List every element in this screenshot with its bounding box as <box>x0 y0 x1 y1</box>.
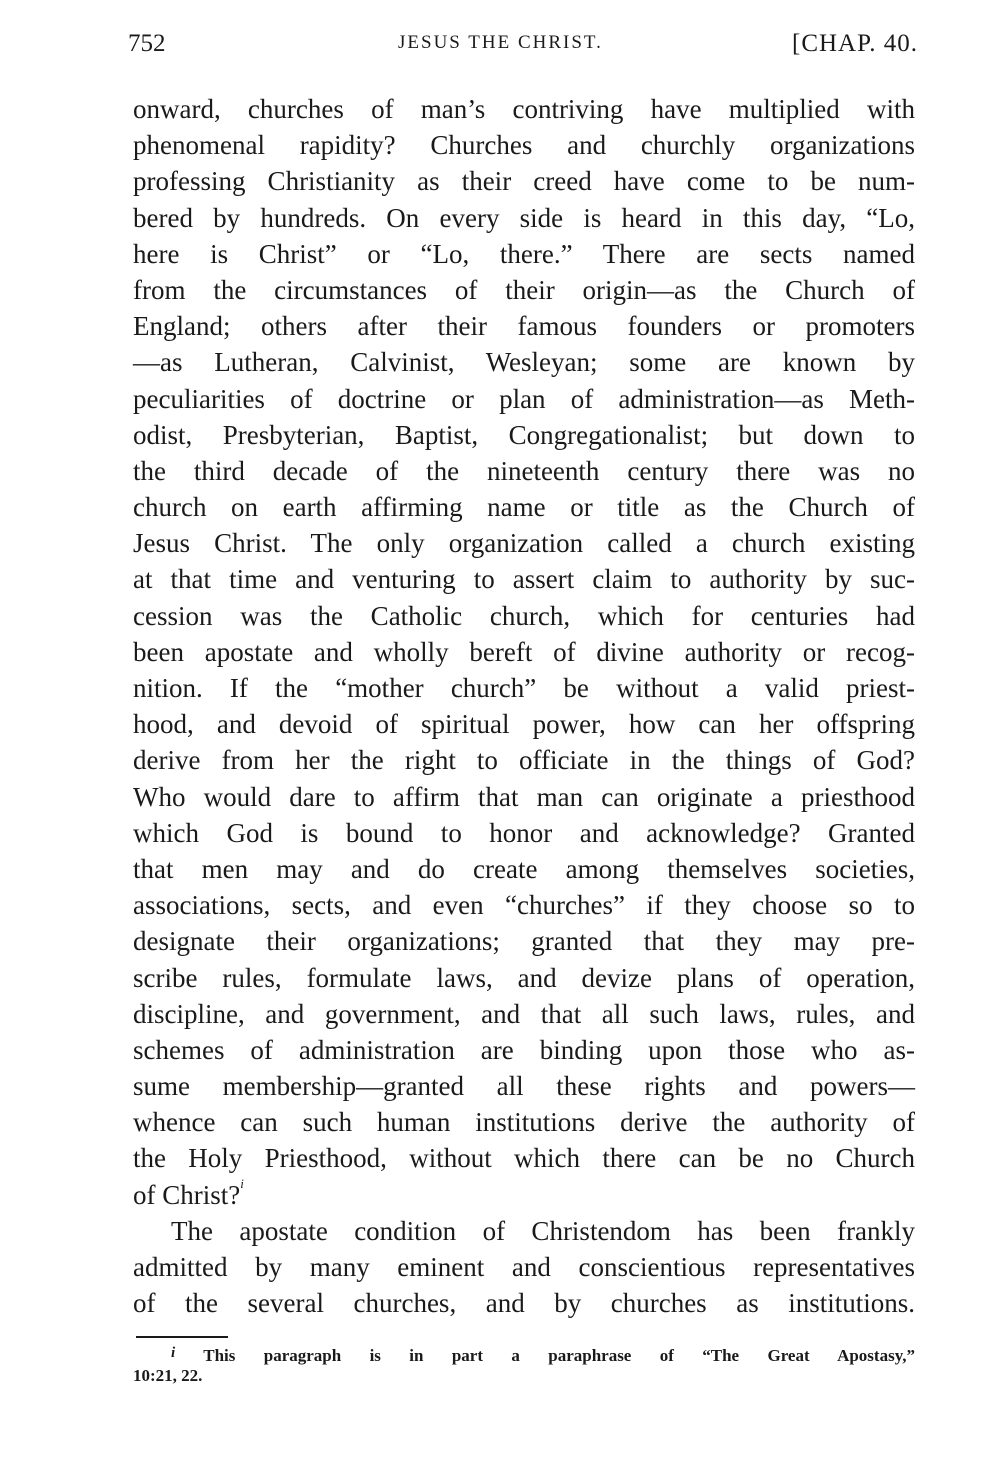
footnote-divider <box>136 1336 228 1338</box>
footnote-reference[interactable]: i <box>240 1175 244 1191</box>
text-line: professing Christianity as their creed have come to be num- <box>133 166 915 197</box>
text-line: associations, sects, and even “churches” if they choose so to <box>133 890 915 921</box>
text-line: which God is bound to honor and acknowledge? Granted <box>133 817 915 848</box>
text-line: nition. If the “mother church” be without a valid priest- <box>133 673 915 703</box>
text-line: been apostate and wholly bereft of divine authority or recog- <box>133 636 915 667</box>
text-line: phenomenal rapidity? Churches and churchly organizations <box>133 130 915 161</box>
footnote-text: This paragraph is in part a paraphrase of “The Great Apostasy,” <box>203 1346 916 1365</box>
text-line: The apostate condition of Christendom has been frankly <box>171 1215 915 1246</box>
text-line: the third decade of the nineteenth century there was no <box>133 455 915 486</box>
footnote-line <box>133 1346 915 1366</box>
text-line-last <box>133 1177 915 1213</box>
text-line: church on earth affirming name or title as the Church of <box>133 492 915 523</box>
text-line: designate their organizations; granted that they may pre- <box>133 926 915 957</box>
text-line: derive from her the right to officiate in the things of God? <box>133 745 915 776</box>
text-line: admitted by many eminent and conscientious representatives <box>133 1252 915 1282</box>
page-number: 752 <box>128 30 166 57</box>
text-line: Who would dare to affirm that man can originate a priesthood <box>133 781 915 812</box>
text-line: cession was the Catholic church, which for centuries had <box>133 600 915 631</box>
text-line: sume membership—granted all these rights and powers— <box>133 1071 915 1102</box>
text-line: —as Lutheran, Calvinist, Wesleyan; some are known by <box>133 347 915 378</box>
footnote-line: 10:21, 22. <box>133 1366 203 1385</box>
text-line: from the circumstances of their origin—as the Church of <box>133 274 915 305</box>
footnote-marker: i <box>171 1345 176 1361</box>
text-line: hood, and devoid of spiritual power, how can her offspring <box>133 709 915 740</box>
text-line-last-content: of Christ? <box>133 1179 241 1210</box>
text-line: England; others after their famous founders or promoters <box>133 311 915 342</box>
text-line: Jesus Christ. The only organization called a church existing <box>133 528 915 559</box>
text-line: at that time and venturing to assert claim to authority by suc- <box>133 564 915 595</box>
text-line: discipline, and government, and that all such laws, rules, and <box>133 998 915 1029</box>
text-line: peculiarities of doctrine or plan of administration—as Meth- <box>133 383 915 414</box>
running-head <box>128 30 918 66</box>
body-text <box>133 91 915 1321</box>
text-line: schemes of administration are binding upon those who as- <box>133 1034 915 1065</box>
text-line: the Holy Priesthood, without which there can be no Church <box>133 1143 915 1174</box>
text-line: here is Christ” or “Lo, there.” There are sects named <box>133 238 915 269</box>
text-line: onward, churches of man’s contriving have multiplied with <box>133 94 915 124</box>
text-line: that men may and do create among themselves societies, <box>133 853 915 884</box>
text-line: bered by hundreds. On every side is heard in this day, “Lo, <box>133 202 915 233</box>
text-line: of the several churches, and by churches as institutions. <box>133 1288 915 1319</box>
running-title: JESUS THE CHRIST. <box>398 32 603 53</box>
text-line: whence can such human institutions derive the authority of <box>133 1107 915 1138</box>
footnote <box>133 1346 915 1386</box>
paragraph-2 <box>133 1213 915 1322</box>
chapter-reference: [CHAP. 40. <box>792 30 918 57</box>
paragraph-1 <box>133 91 915 1213</box>
text-line: odist, Presbyterian, Baptist, Congregationalist; but down to <box>133 419 915 450</box>
text-line: scribe rules, formulate laws, and devize plans of operation, <box>133 962 915 993</box>
